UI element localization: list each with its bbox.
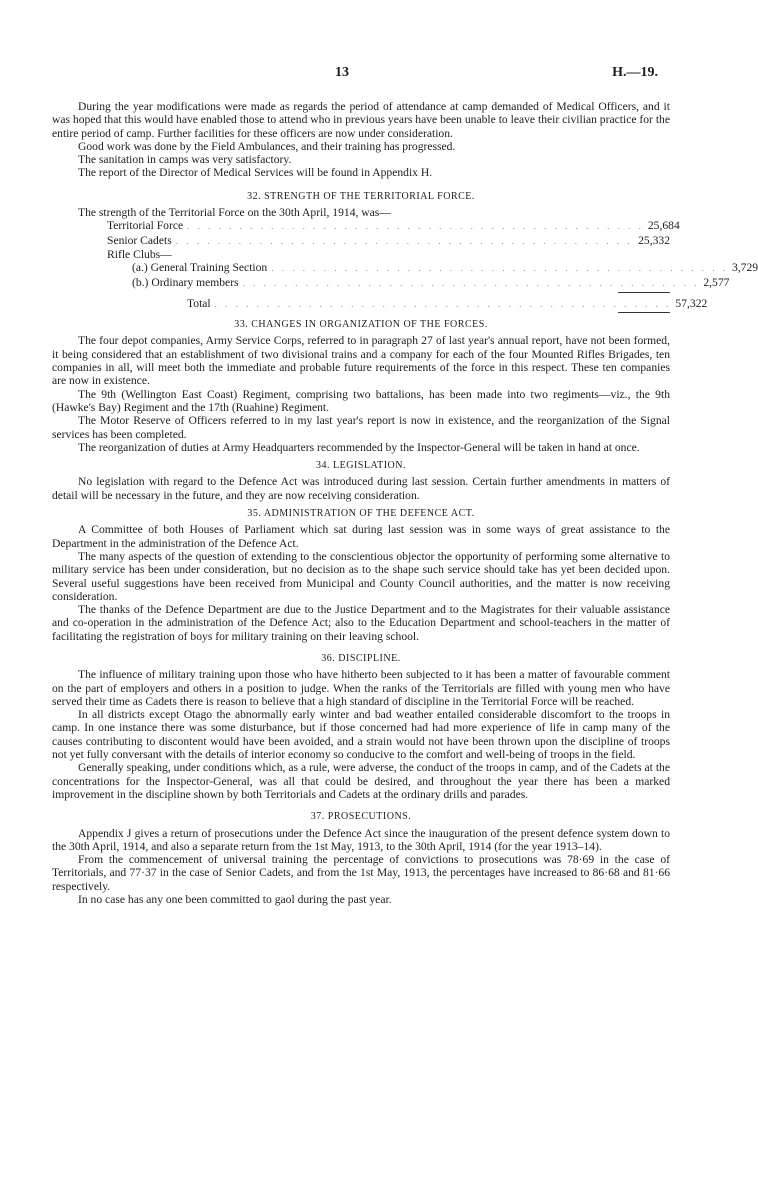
table-row: [52, 261, 758, 275]
section-36: [52, 652, 670, 801]
paragraph: The four depot companies, Army Service Corps, referred to in paragraph 27 of last year's annual report, have not been formed, it being considered that an establishment of two divisional trains and a company for each of the four Mounted Rifles Brigades, ten companies in all, will meet both the immediate and probable future requirements of the force in this respect. These ten companies are now in existence.: [52, 334, 670, 388]
leader-dots: . . . . . . . . . . . . . . . . . . . . . . . . . . . . . . . . . . . . . . . . . . . .: [271, 263, 728, 274]
paragraph: The sanitation in camps was very satisfactory.: [78, 153, 292, 167]
paragraph: Good work was done by the Field Ambulances, and their training has progressed.: [78, 139, 456, 153]
paragraph: In no case has any one been committed to gaol during the past year.: [78, 893, 392, 907]
leader-dots: . . . . . . . . . . . . . . . . . . . . . . . . . . . . . . . . . . . . . . . . . . . .: [242, 277, 700, 288]
paragraph: The influence of military training upon those who have hitherto been subjected to it has been a matter of favourable comment on the part of employers and others in a position to judge. When the ranks of the Territorials are filled with young men who have served their time as Cadets there is reason to believe that a high standard of discipline in the Territorial Force will be reached.: [52, 668, 670, 708]
section-heading: 36. DISCIPLINE.: [321, 652, 401, 664]
page-number: 13: [335, 65, 349, 80]
row-value: 25,684: [647, 219, 680, 233]
section-heading: 35. ADMINISTRATION OF THE DEFENCE ACT.: [247, 508, 475, 520]
section-heading: 33. CHANGES IN ORGANIZATION OF THE FORCES.: [234, 319, 488, 331]
table-row: [52, 248, 670, 261]
paragraph: A Committee of both Houses of Parliament which sat during last session was in some ways of great assistance to the Department in the administration of the Defence Act.: [52, 523, 670, 550]
leader-dots: . . . . . . . . . . . . . . . . . . . . . . . . . . . . . . . . . . . . . . . . . . . .: [214, 298, 672, 309]
intro-section: [52, 100, 670, 180]
total-value: 57,322: [675, 296, 708, 310]
paragraph: Generally speaking, under conditions which, as a rule, were adverse, the conduct of the troops in camp, and of the Cadets at the concentrations for the Inspector-General, was all that could be desired, and throughout the year there has been a marked improvement in the discipline shown by both Territorials and Cadets at the ordinary drills and parades.: [52, 761, 670, 801]
section-heading: [52, 190, 670, 203]
section-number: 32.: [247, 190, 262, 202]
section-title: STRENGTH OF THE TERRITORIAL FORCE.: [264, 190, 475, 202]
row-value: 25,332: [638, 233, 670, 247]
leader-dots: . . . . . . . . . . . . . . . . . . . . . . . . . . . . . . . . . . . . . . . . . . . .: [187, 221, 644, 232]
paragraph: The many aspects of the question of extending to the conscientious objector the opportunity of performing some alternative to military service has been under consideration, but no decision as to the shape such service should take has yet been decided upon. Several useful suggestions have been received from Municipal and County Council authorities, and the matter is now receiving consideration.: [52, 549, 670, 603]
section-heading: 37. PROSECUTIONS.: [310, 811, 412, 823]
section-32: [52, 190, 758, 313]
paragraph: The thanks of the Defence Department are due to the Justice Department and to the Magistrates for their valuable assistance and co-operation in the administration of the Defence Act; also to the Education Department and school-teachers in the matter of facilitating the registration of boys for military training on their leaving school.: [52, 603, 670, 643]
row-label: Territorial Force: [107, 219, 184, 233]
row-label: (a.) General Training Section: [132, 261, 268, 275]
leader-dots: . . . . . . . . . . . . . . . . . . . . . . . . . . . . . . . . . . . . . . . . . . . .: [175, 235, 633, 246]
row-value: 2,577: [703, 275, 730, 289]
total-row: [52, 296, 708, 311]
paragraph: In all districts except Otago the abnormally early winter and bad weather entailed considerable discomfort to the troops in camp. In one instance there was some disturbance, but if those concerned had had more experience of life in camp many of the causes contributing to discontent would have been avoided, and a strain would not have been thrown upon the discipline of troops not yet fully conversant with the details of interior economy so conducive to the comfort and well-being of troops in the field.: [52, 708, 670, 762]
paragraph: The 9th (Wellington East Coast) Regiment, comprising two battalions, has been made into two regiments—viz., the 9th (Hawke's Bay) Regiment and the 17th (Ruahine) Regiment.: [52, 387, 670, 414]
table-row: [52, 219, 680, 233]
table-row: [52, 275, 730, 290]
table-intro: The strength of the Territorial Force on the 30th April, 1914, was—: [78, 206, 391, 220]
section-37: [52, 810, 670, 906]
paragraph: Appendix J gives a return of prosecutions under the Defence Act since the inauguration of the present defence system down to the 30th April, 1914, and also a separate return from the 1st May, 1913, to the 30th April, 1914 (for the year 1913–14).: [52, 826, 670, 853]
section-heading: 34. LEGISLATION.: [316, 460, 406, 472]
strength-table: [52, 219, 758, 313]
paragraph: The Motor Reserve of Officers referred to in my last year's report is now in existence, and the reorganization of the Signal services has been completed.: [52, 414, 670, 441]
paragraph: The reorganization of duties at Army Headquarters recommended by the Inspector-General will be taken in hand at once.: [78, 440, 640, 454]
section-34: [52, 459, 670, 502]
total-rule: [618, 292, 670, 293]
row-label: Senior Cadets: [107, 233, 172, 247]
section-33: [52, 318, 670, 454]
section-35: [52, 507, 670, 643]
total-label: Total: [187, 296, 211, 310]
row-label: Rifle Clubs—: [107, 247, 172, 261]
total-rule: [618, 312, 670, 313]
paragraph: No legislation with regard to the Defence Act was introduced during last session. Certain further amendments in matters of detail will be necessary in the future, and they are now receiving consideration.: [52, 475, 670, 502]
table-row: [52, 234, 670, 248]
paragraph: The report of the Director of Medical Services will be found in Appendix H.: [78, 166, 433, 180]
document-reference: H.—19.: [612, 65, 658, 80]
row-label: (b.) Ordinary members: [132, 275, 239, 289]
paragraph: During the year modifications were made as regards the period of attendance at camp demanded of Medical Officers, and it was hoped that this would have enabled those to attend who in previous years have been unable to leave their civilian practice for the entire period of camp. Further facilities for these officers are now under consideration.: [52, 100, 670, 140]
row-value: 3,729: [731, 261, 758, 275]
paragraph: From the commencement of universal training the percentage of convictions to prosecutions was 78·69 in the case of Territorials, and 77·37 in the case of Senior Cadets, and from the 1st May, 1913, the percentages have increased to 86·68 and 81·66 respectively.: [52, 853, 670, 893]
